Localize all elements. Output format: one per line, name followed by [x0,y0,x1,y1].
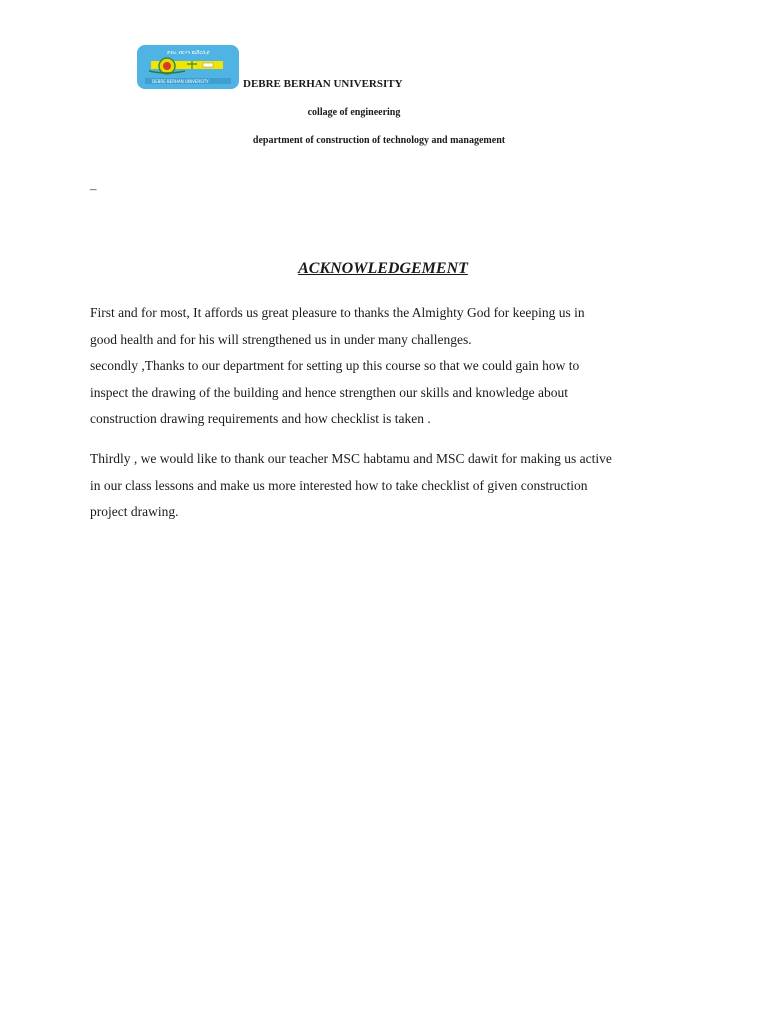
department-name-text: department of construction of technology and management [252,135,506,146]
department-name [0,135,768,146]
university-logo-emblem [137,45,239,89]
paragraph-line: secondly ,Thanks to our department for setting up this course so that we could gain how to [90,358,580,373]
paragraph-line: First and for most, It affords us great pleasure to thanks the Almighty God for keeping us in [90,305,585,320]
paragraph-line: Thirdly , we would like to thank our teacher MSC habtamu and MSC dawit for making us active [90,451,612,466]
paragraph-line: construction drawing requirements and how checklist is taken . [90,411,431,426]
logo-top-text: ደብረ ብርሃን ዩኒቨርሲቲ [167,50,210,56]
college-name-text: collage of engineering [307,107,401,118]
paragraph-line: in our class lessons and make us more interested how to take checklist of given construction [90,477,588,493]
paragraph-line: good health and for his will strengthened us in under many challenges. [90,331,472,347]
university-name: DEBRE BERHAN UNIVERSITY [243,78,403,90]
paragraph-first-second [90,300,690,433]
page-title-text: ACKNOWLEDGEMENT [298,260,468,277]
university-logo [137,45,239,89]
paragraph-line: inspect the drawing of the building and hence strengthen our skills and knowledge about [90,384,569,400]
page-title [0,260,768,278]
stray-dash: – [90,181,97,196]
college-name [0,107,768,118]
logo-bottom-text: DEBRE BERHAN UNIVERSITY [152,79,209,84]
paragraph-line: project drawing. [90,504,179,519]
paragraph-third [90,446,690,526]
